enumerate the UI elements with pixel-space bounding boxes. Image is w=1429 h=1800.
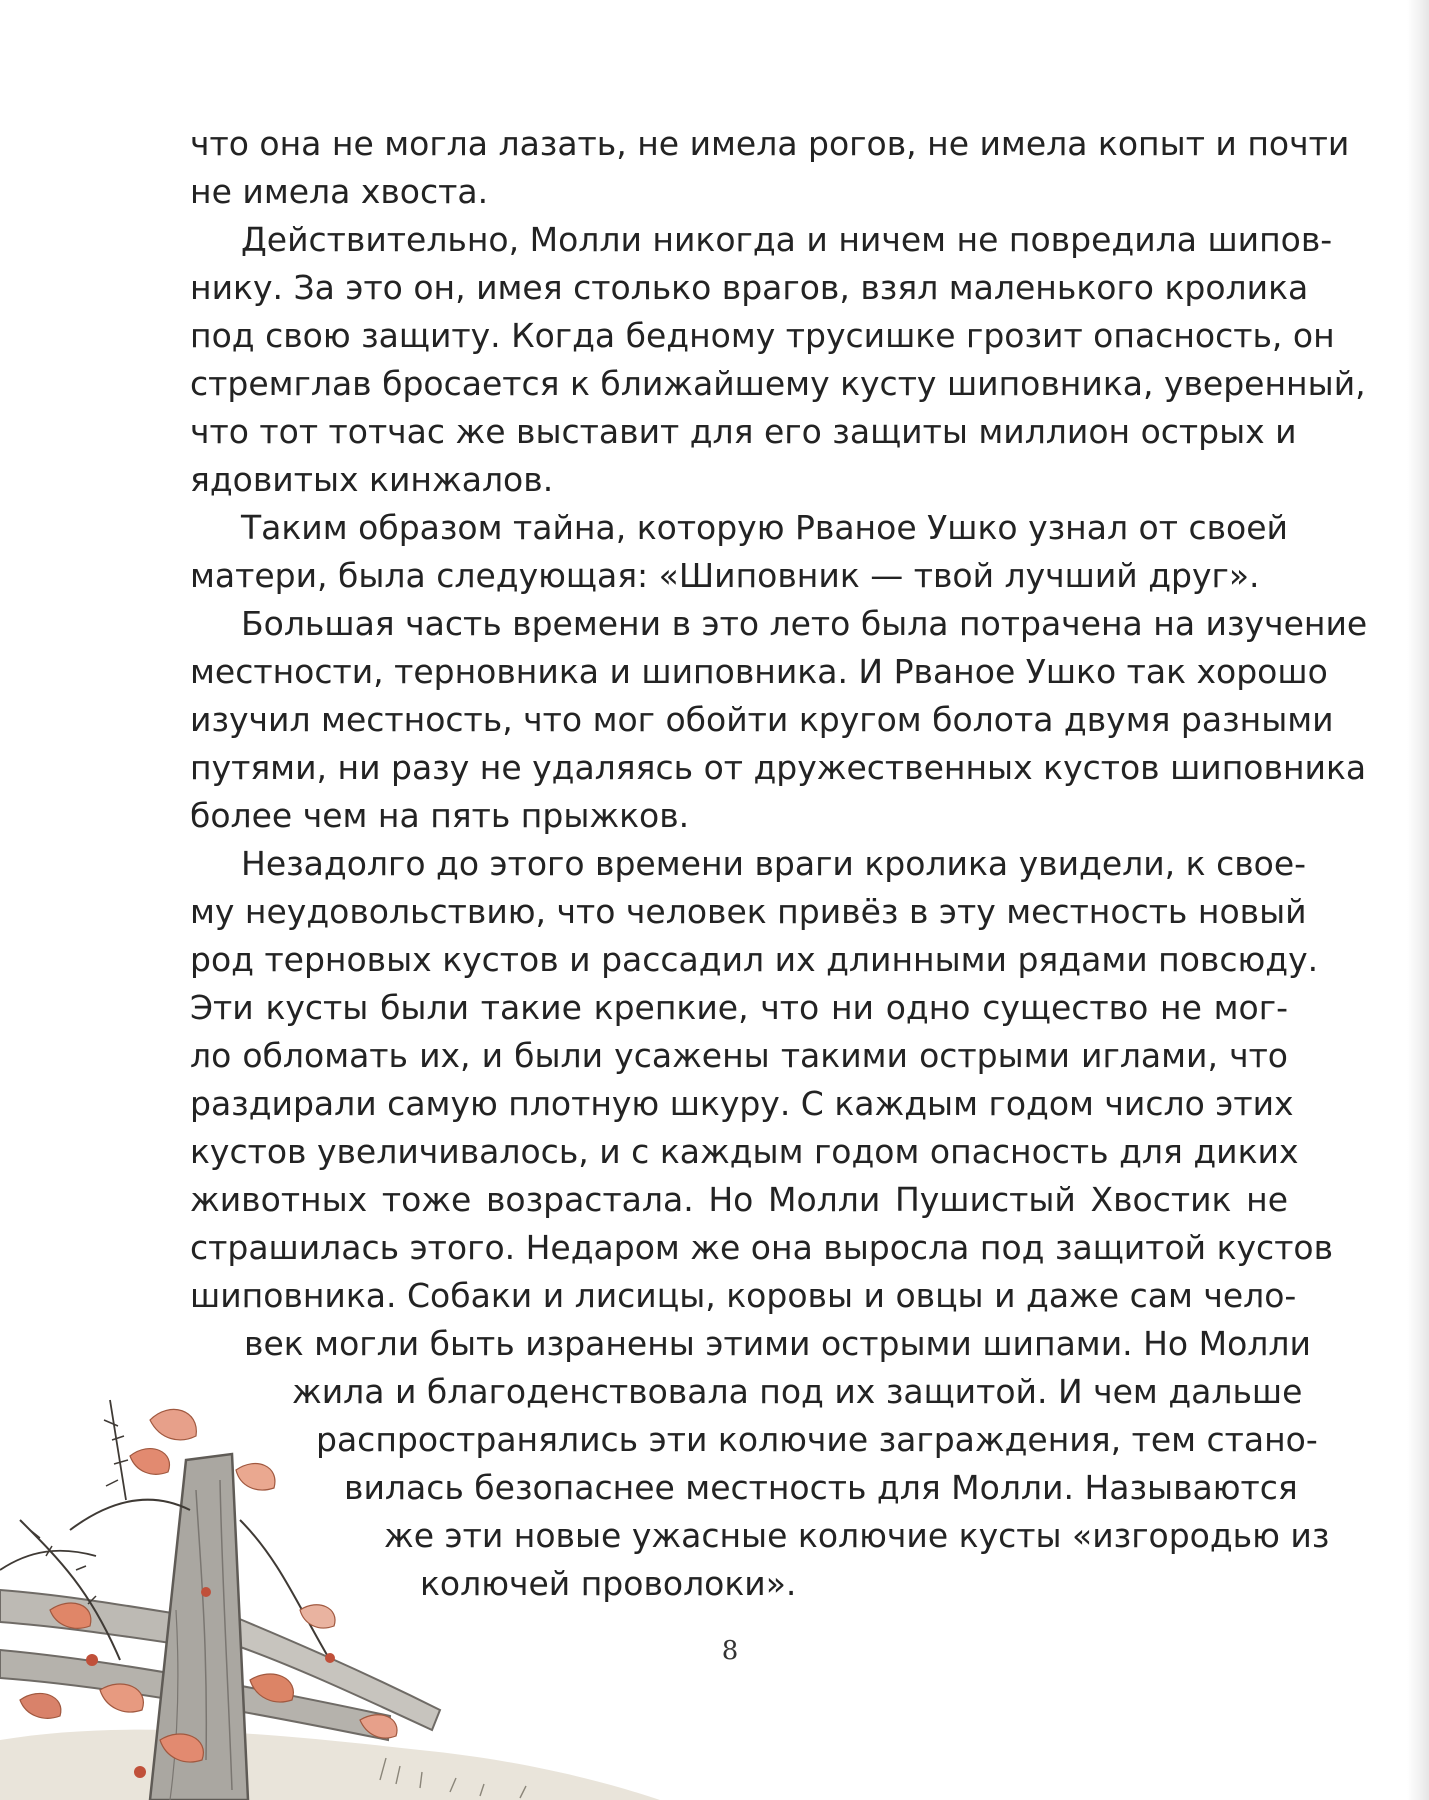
text-line: не имела хвоста. [190,172,489,211]
text-line: путями, ни разу не удаляясь от дружественных кустов шиповника [190,748,1367,787]
thorny-stem [110,1400,126,1500]
ground-wash [0,1730,660,1800]
text-line: распространялись эти колючие заграждения, тем стано- [316,1420,1318,1459]
text-line: ло обломать их, и были усажены такими острыми иглами, что [190,1036,1288,1075]
page-number: 8 [721,1636,739,1666]
text-line: что тот тотчас же выставит для его защиты миллион острых и [190,412,1297,451]
text-line: му неудовольствию, что человек привёз в эту местность новый [190,892,1307,931]
leaf [20,1693,61,1718]
thorny-stem [70,1500,190,1530]
text-line: изучил местность, что мог обойти кругом болота двумя разными [190,700,1334,739]
text-line: Действительно, Молли никогда и ничем не повредила шипов- [241,220,1333,259]
rosehip [201,1587,211,1597]
rosebush-fence-illustration [0,1360,700,1800]
text-line: шиповника. Собаки и лисицы, коровы и овцы и даже сам чело- [190,1276,1297,1315]
text-line: кустов увеличивалось, и с каждым годом опасность для диких [190,1132,1299,1171]
text-line: Большая часть времени в это лето была потрачена на изучение [241,604,1368,643]
leaf [236,1464,275,1490]
text-line: Незадолго до этого времени враги кролика увидели, к свое- [241,844,1307,883]
thorny-stem [20,1520,120,1660]
text-line: колючей проволоки». [420,1564,797,1603]
rosehip [134,1766,146,1778]
text-line: раздирали самую плотную шкуру. С каждым годом число этих [190,1084,1294,1123]
leaf [130,1449,169,1475]
text-line: Эти кусты были такие крепкие, что ни одно существо не мог- [190,988,1288,1027]
text-line: вилась безопаснее местность для Молли. Называются [344,1468,1298,1507]
text-line: стремглав бросается к ближайшему кусту шиповника, уверенный, [190,364,1366,403]
text-line: жила и благоденствовала под их защитой. И чем дальше [292,1372,1303,1411]
thorns [104,1420,128,1486]
text-line: матери, была следующая: «Шиповник — твой лучший друг». [190,556,1260,595]
text-line: что она не могла лазать, не имела рогов, не имела копыт и почти [190,124,1350,163]
rosehip [325,1653,335,1663]
page-edge-shadow [1407,0,1429,1800]
text-line: ядовитых кинжалов. [190,460,554,499]
text-line: Таким образом тайна, которую Рваное Ушко узнал от своей [241,508,1288,547]
text-line: же эти новые ужасные колючие кусты «изгородью из [384,1516,1330,1555]
rosehip [86,1654,98,1666]
text-line: местности, терновника и шиповника. И Рваное Ушко так хорошо [190,652,1328,691]
text-line: под свою защиту. Когда бедному трусишке грозит опасность, он [190,316,1335,355]
text-line: нику. За это он, имея столько врагов, взял маленького кролика [190,268,1309,307]
leaf [300,1605,335,1628]
text-line: род терновых кустов и рассадил их длинными рядами повсюду. [190,940,1319,979]
text-line: более чем на пять прыжков. [190,796,690,835]
text-line: животных тоже возрастала. Но Молли Пушистый Хвостик не [190,1180,1288,1219]
leaf [150,1409,196,1439]
text-line: век могли быть изранены этими острыми шипами. Но Молли [244,1324,1311,1363]
text-line: страшилась этого. Недаром же она выросла под защитой кустов [190,1228,1334,1267]
